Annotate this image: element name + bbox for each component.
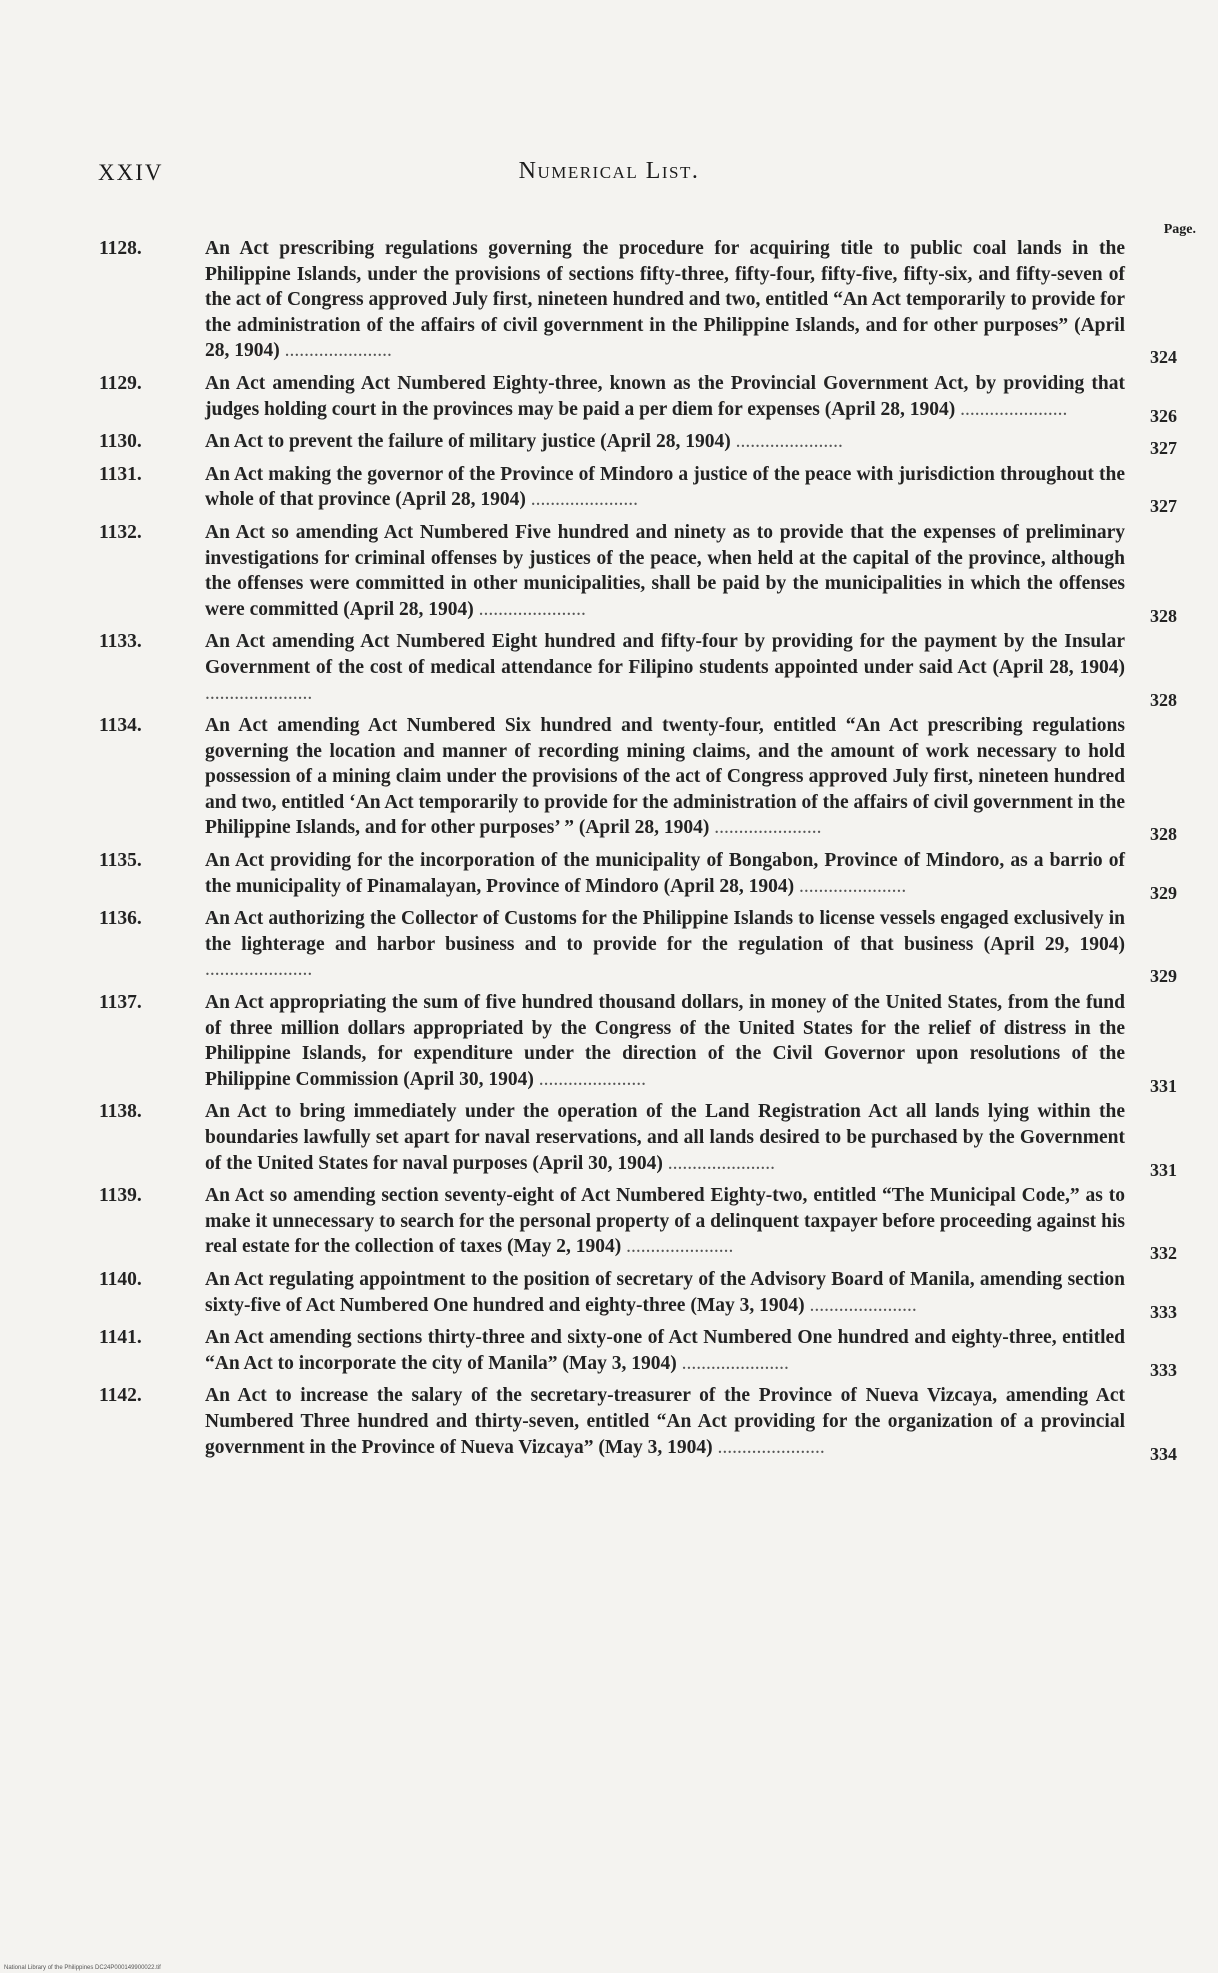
- list-item: [95, 371, 1195, 426]
- act-title: An Act amending sections thirty-three and sixty-one of Act Numbered One hundred and eighty-three, entitled “An Act to incorporate the city of Manila” (May 3, 1904): [205, 1327, 1125, 1374]
- page-number: 328: [1150, 824, 1177, 845]
- entry-body: [99, 848, 1177, 903]
- entry-body: [99, 1099, 1177, 1180]
- page-number: 331: [1150, 1159, 1177, 1180]
- act-title: An Act amending Act Numbered Eighty-three, known as the Provincial Government Act, by providing that judges holding court in the provinces may be paid a per diem for expenses (April 28, 1904): [205, 372, 1125, 420]
- act-number: 1131.: [99, 463, 142, 485]
- dot-leader: ......................: [676, 1352, 789, 1374]
- page-number: 327: [1150, 438, 1177, 459]
- act-number: 1142.: [99, 1385, 142, 1407]
- entry-body: [99, 629, 1177, 710]
- page-number: 331: [1150, 1075, 1177, 1096]
- dot-leader: ......................: [794, 875, 907, 897]
- dot-leader: ......................: [730, 431, 843, 453]
- list-item: [95, 1099, 1195, 1180]
- act-title: An Act amending Act Numbered Eight hundred and fifty-four by providing for the payment by the Insular Government of the cost of medical attendance for Filipino students appointed under said Act (April 28, 1904): [205, 631, 1125, 678]
- scan-footer-note: National Library of the Philippines DC24P000149900022.tif: [4, 1965, 161, 1971]
- act-title: An Act making the governor of the Province of Mindoro a justice of the peace with jurisdiction throughout the whole of that province (April 28, 1904): [205, 463, 1125, 511]
- entry-body: [99, 429, 1177, 459]
- dot-leader: ......................: [621, 1236, 734, 1258]
- act-title: An Act authorizing the Collector of Customs for the Philippine Islands to license vessels engaged exclusively in the lighterage and harbor business and to provide for the regulation of that business (April 29, 1904): [205, 908, 1125, 955]
- page-number: 328: [1150, 605, 1177, 626]
- act-list: [95, 236, 1195, 1467]
- list-item: [95, 990, 1195, 1096]
- list-item: [95, 462, 1195, 517]
- list-item: [95, 429, 1195, 459]
- page-number: 328: [1150, 689, 1177, 710]
- act-title: An Act to prevent the failure of military justice (April 28, 1904): [205, 431, 731, 453]
- act-number: 1136.: [99, 908, 142, 930]
- entry-body: [99, 1183, 1177, 1264]
- entry-body: [99, 1383, 1177, 1464]
- entry-body: [99, 713, 1177, 845]
- page-number: 334: [1150, 1443, 1177, 1464]
- act-title: An Act to bring immediately under the operation of the Land Registration Act all lands lying within the boundaries lawfully set apart for naval reservations, and all lands desired to be purchased by the Government of the United States for naval purposes (April 30, 1904): [205, 1101, 1125, 1174]
- page-number: 329: [1150, 882, 1177, 903]
- entry-body: [99, 371, 1177, 426]
- list-item: [95, 1383, 1195, 1464]
- act-title: An Act prescribing regulations governing the procedure for acquiring title to public coal lands in the Philippine Islands, under the provisions of sections fifty-three, fifty-four, fifty-five, fifty-six, and fifty-seven of the act of Congress approved July first, nineteen hundred and two, entitled “An Act temporarily to provide for the administration of the affairs of civil government in the Philippine Islands, and for other purposes” (April 28, 1904): [205, 238, 1125, 362]
- list-item: [95, 520, 1195, 626]
- entry-body: [99, 462, 1177, 517]
- list-item: [95, 1325, 1195, 1380]
- dot-leader: ......................: [205, 682, 313, 704]
- entry-body: [99, 906, 1177, 987]
- act-number: 1129.: [99, 372, 142, 394]
- dot-leader: ......................: [205, 959, 313, 981]
- act-number: 1138.: [99, 1101, 142, 1123]
- act-number: 1140.: [99, 1268, 142, 1290]
- dot-leader: ......................: [279, 340, 392, 362]
- dot-leader: ......................: [525, 489, 638, 511]
- running-title: Numerical List.: [518, 158, 700, 184]
- list-item: [95, 1267, 1195, 1322]
- page-number: 333: [1150, 1301, 1177, 1322]
- dot-leader: ......................: [709, 817, 822, 839]
- page-folio: XXIV: [98, 160, 164, 185]
- entry-body: [99, 1325, 1177, 1380]
- list-item: [95, 713, 1195, 845]
- act-title: An Act amending Act Numbered Six hundred and twenty-four, entitled “An Act prescribing regulations governing the location and manner of recording mining claims, and the amount of work necessary to hold possession of a mining claim under the provisions of the act of Congress approved July first, nineteen hundred and two, entitled ‘An Act temporarily to provide for the administration of the affairs of civil government in the Philippine Islands, and for other purposes’ ” (April 28, 1904): [205, 715, 1125, 839]
- dot-leader: ......................: [662, 1152, 776, 1174]
- act-number: 1130.: [99, 431, 142, 453]
- act-title: An Act providing for the incorporation of the municipality of Bongabon, Province of Mindoro, as a barrio of the municipality of Pinamalayan, Province of Mindoro (April 28, 1904): [205, 850, 1125, 897]
- dot-leader: ......................: [473, 598, 586, 620]
- dot-leader: ......................: [533, 1068, 646, 1090]
- entry-body: [99, 1267, 1177, 1322]
- entry-body: [99, 236, 1177, 368]
- act-number: 1128.: [99, 238, 142, 259]
- list-item: [95, 848, 1195, 903]
- act-title: An Act appropriating the sum of five hundred thousand dollars, in money of the United States, from the fund of three million dollars appropriated by the Congress of the United States for the relief of distress in the Philippine Islands, for expenditure under the direction of the Civil Governor upon resolutions of the Philippine Commission (April 30, 1904): [205, 992, 1125, 1090]
- entry-body: [99, 990, 1177, 1096]
- entry-body: [99, 520, 1177, 626]
- page-number: 324: [1150, 347, 1177, 368]
- act-number: 1141.: [99, 1327, 142, 1349]
- list-item: [95, 629, 1195, 710]
- dot-leader: ......................: [712, 1436, 825, 1458]
- act-title: An Act to increase the salary of the secretary-treasurer of the Province of Nueva Vizcaya, amending Act Numbered Three hundred and thirty-seven, entitled “An Act providing for the organization of a provincial government in the Province of Nueva Vizcaya” (May 3, 1904): [205, 1385, 1125, 1458]
- act-number: 1139.: [99, 1185, 142, 1207]
- list-item: [95, 236, 1195, 368]
- act-title: An Act so amending section seventy-eight of Act Numbered Eighty-two, entitled “The Municipal Code,” as to make it unnecessary to search for the personal property of a delinquent taxpayer before proceeding against his real estate for the collection of taxes (May 2, 1904): [205, 1185, 1125, 1258]
- act-number: 1137.: [99, 992, 142, 1014]
- page-number: 327: [1150, 496, 1177, 517]
- act-number: 1134.: [99, 715, 142, 737]
- page-number: 326: [1150, 405, 1177, 426]
- dot-leader: ......................: [955, 398, 1068, 420]
- page-number: 329: [1150, 966, 1177, 987]
- act-title: An Act regulating appointment to the position of secretary of the Advisory Board of Manila, amending section sixty-five of Act Numbered One hundred and eighty-three (May 3, 1904): [205, 1268, 1125, 1316]
- act-number: 1133.: [99, 631, 142, 653]
- list-item: [95, 1183, 1195, 1264]
- list-item: [95, 906, 1195, 987]
- act-number: 1135.: [99, 850, 142, 872]
- page-column-label: Page.: [1163, 222, 1196, 237]
- act-number: 1132.: [99, 521, 142, 543]
- dot-leader: ......................: [804, 1294, 917, 1316]
- act-title: An Act so amending Act Numbered Five hundred and ninety as to provide that the expenses of preliminary investigations for criminal offenses by justices of the peace, when held at the capital of the province, although the offenses were committed in other municipalities, shall be paid by the municipalities in which the offenses were committed (April 28, 1904): [205, 521, 1125, 620]
- page-number: 332: [1150, 1243, 1177, 1264]
- page-number: 333: [1150, 1359, 1177, 1380]
